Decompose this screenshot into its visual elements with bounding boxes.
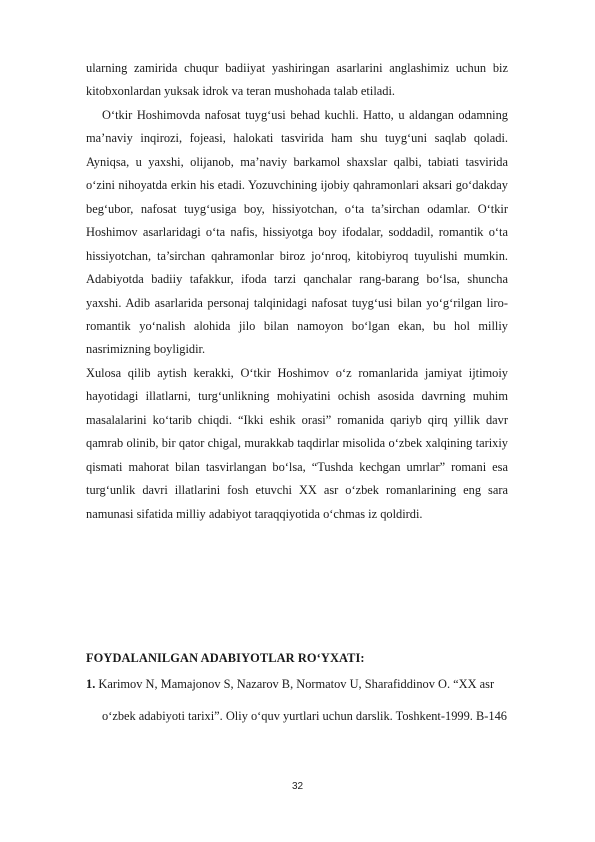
paragraph-conclusion: Xulosa qilib aytish kerakki, O‘tkir Hoshimov o‘z romanlarida jamiyat ijtimoiy hayotidagi illatlarni, turg‘unlikning mohiyatini ochish asosida davrning muhim masalalarini ko‘tarib chiqdi. “Ikki eshik orasi” romanida qariyb qirq yillik davr qamrab olinib, bir qator chigal, murakkab taqdirlar misolida o‘zbek xalqining tarixiy qismati mahorat bilan tasvirlangan bo‘lsa, “Tushda kechgan umrlar” romani esa turg‘unlik davri illatlarini fosh etuvchi XX asr o‘zbek romanlarining eng sara namunasi sifatida milliy adabiyot taraqqiyotida o‘chmas iz qoldirdi. [86,365,508,521]
reference-item [86,673,508,728]
reference-authors: Karimov N, Mamajonov S, Nazarov B, Normatov U, Sharafiddinov O. “XX asr [95,677,495,691]
reference-number: 1. [86,677,96,691]
reference-first-line [86,673,508,697]
body-text [86,57,508,526]
paragraph-hoshimov-nafosat: O‘tkir Hoshimovda nafosat tuyg‘usi behad kuchli. Hatto, u aldangan odamning ma’naviy inqirozi, fojeasi, halokati tasvirida ham shu tuyg‘uni saqlab qoladi. Ayniqsa, u yaxshi, olijanob, ma’naviy barkamol shaxslar qalbi, tabiati tasvirida o‘zini nihoyatda erkin his etadi. Yozuvchining ijobiy qahramonlari aksari go‘dakday beg‘ubor, nafosat tuyg‘usiga boy, hissiyotchan, o‘ta ta’sirchan odamlar. O‘tkir Hoshimov asarlaridagi o‘ta nafis, hissiyotga boy ifodalar, soddadil, romantik o‘ta hissiyotchan, ta’sirchan qahramonlar biroz jo‘nroq, kitobiyroq tuyulishi mumkin. Adabiyotda badiiy tafakkur, ifoda tarzi qanchalar rang-barang bo‘lsa, shuncha yaxshi. Adib asarlarida personaj talqinidagi nafosat tuyg‘usi bilan yo‘g‘rilgan liro-romantik yo‘nalish alohida jilo bilan namoyon bo‘lgan ekan, bu hol milliy nasrimizning boyligidir. [86,107,508,357]
paragraph-continuation: ularning zamirida chuqur badiiyat yashiringan asarlarini anglashimiz uchun biz kitobxonlardan yuksak idrok va teran mushohada talab etiladi. [86,61,508,99]
references-heading: FOYDALANILGAN ADABIYOTLAR RO‘YXATI: [86,651,365,665]
page-number: 32 [291,781,304,792]
reference-continuation: o‘zbek adabiyoti tarixi”. Oliy o‘quv yurtlari uchun darslik. Toshkent-1999. B-146 [102,708,507,723]
